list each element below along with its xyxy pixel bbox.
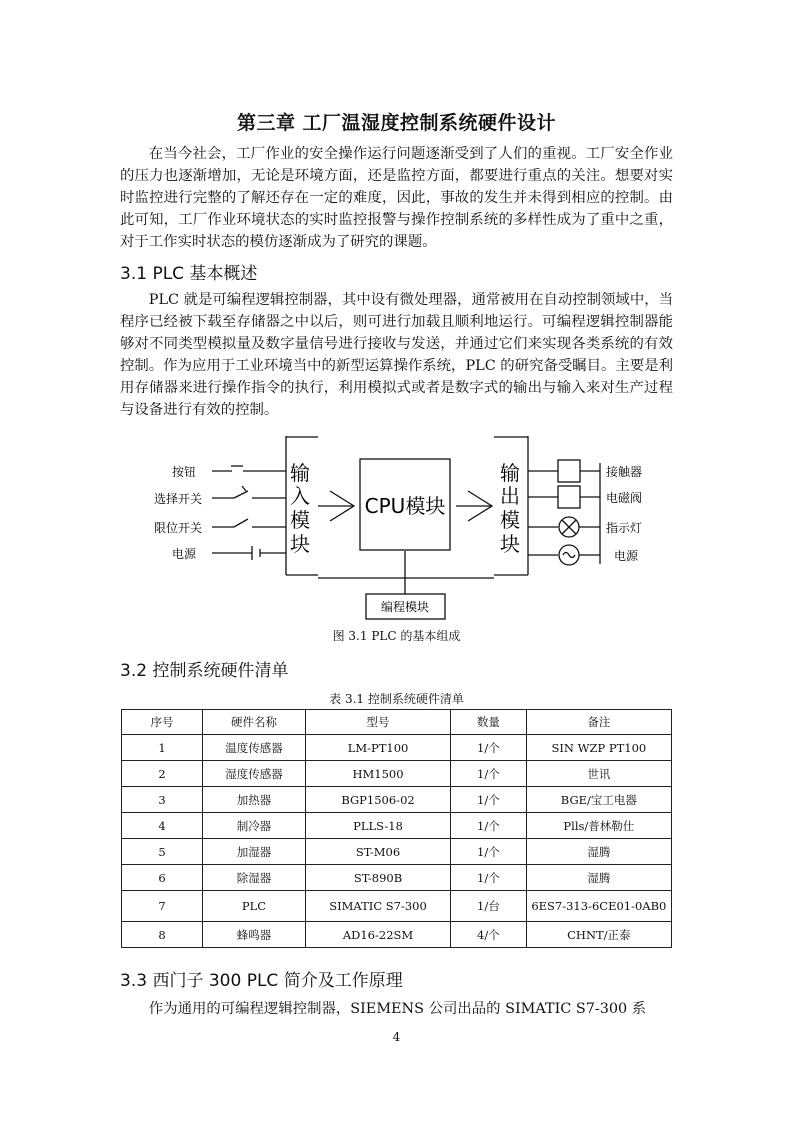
cell-name: 除湿器 [203,865,306,891]
cell-quantity: 1/个 [451,813,527,839]
output-label-indicator-lamp: 指示灯 [606,521,643,535]
section-3-1-paragraph: PLC 就是可编程逻辑控制器，其中设有微处理器，通常被用在自动控制领域中，当程序已经被下载至存储器之中以后，则可进行加载且顺利地运行。可编程逻辑控制器能够对不同类型模拟量及数字量信号进行接收与发送，并通过它们来实现各类系统的有效控制。作为应用于工业环境当中的新型运算操作系统，PLC 的研究备受瞩目。主要是利用存储器来进行操作指令的执行，利用模拟式或者是数字式的输出与输入来对生产过程与设备进行有效的控制。 [120,292,673,418]
plc-composition-diagram [0,430,793,625]
hardware-list-table [121,709,672,948]
cell-remark: SIN WZP PT100 [526,735,671,761]
cell-index: 8 [122,922,203,948]
figure-caption: 图 3.1 PLC 的基本组成 [332,629,461,643]
cell-remark: 6ES7-313-6CE01-0AB0 [526,891,671,922]
output-module-char-1: 输 [500,461,520,485]
cell-index: 1 [122,735,203,761]
table-row [122,891,672,922]
section-3-3-paragraph: 作为通用的可编程逻辑控制器，SIEMENS 公司出品的 SIMATIC S7-300 系 [148,1001,647,1017]
cell-name: 加湿器 [203,839,306,865]
table-row [122,922,672,948]
input-module-char-3: 模 [290,508,310,532]
input-module-char-1: 输 [290,461,310,485]
cell-remark: 湿腾 [526,839,671,865]
cell-index: 6 [122,865,203,891]
cell-quantity: 1/个 [451,735,527,761]
input-module-char-2: 入 [290,484,310,508]
header-name: 硬件名称 [203,710,306,735]
cell-remark: Plls/普林勒仕 [526,813,671,839]
table-row [122,865,672,891]
cell-remark: BGE/宝工电器 [526,787,671,813]
cell-index: 4 [122,813,203,839]
header-index: 序号 [122,710,203,735]
output-module-char-3: 模 [500,508,520,532]
cell-model: ST-M06 [306,839,451,865]
cell-model: BGP1506-02 [306,787,451,813]
cell-model: HM1500 [306,761,451,787]
input-label-button: 按钮 [172,465,197,479]
cell-quantity: 1/个 [451,865,527,891]
cell-index: 7 [122,891,203,922]
cell-model: SIMATIC S7-300 [306,891,451,922]
table-header-row [122,710,672,735]
input-label-power: 电源 [172,547,197,561]
programmer-module-label: 编程模块 [380,600,430,614]
cell-remark: 湿腾 [526,865,671,891]
output-label-power: 电源 [614,549,639,563]
table-row [122,787,672,813]
output-label-contactor: 接触器 [606,465,643,479]
cell-name: 湿度传感器 [203,761,306,787]
cell-quantity: 1/个 [451,787,527,813]
cell-name: 加热器 [203,787,306,813]
cell-remark: CHNT/正泰 [526,922,671,948]
input-label-select-switch: 选择开关 [154,492,203,506]
cell-index: 5 [122,839,203,865]
output-label-solenoid-valve: 电磁阀 [606,491,643,505]
cell-index: 3 [122,787,203,813]
cell-model: PLLS-18 [306,813,451,839]
header-remark: 备注 [526,710,671,735]
table-row [122,839,672,865]
page-number: 4 [392,1030,401,1044]
cell-name: 蜂鸣器 [203,922,306,948]
section-3-1-title: 3.1 PLC 基本概述 [120,264,258,284]
cell-quantity: 1/个 [451,761,527,787]
cell-quantity: 1/台 [451,891,527,922]
chapter-title: 第三章 工厂温湿度控制系统硬件设计 [236,112,557,134]
cell-model: LM-PT100 [306,735,451,761]
cell-name: 温度传感器 [203,735,306,761]
table-caption: 表 3.1 控制系统硬件清单 [329,692,464,706]
cell-remark: 世讯 [526,761,671,787]
output-module-char-4: 块 [500,532,520,556]
input-label-limit-switch: 限位开关 [154,521,203,535]
section-3-3-title: 3.3 西门子 300 PLC 简介及工作原理 [120,971,403,991]
cell-model: AD16-22SM [306,922,451,948]
table-row [122,735,672,761]
cpu-module-label: CPU模块 [364,494,446,518]
section-3-2-title: 3.2 控制系统硬件清单 [120,661,289,681]
table-row [122,761,672,787]
intro-paragraph: 在当今社会，工厂作业的安全操作运行问题逐渐受到了人们的重视。工厂安全作业的压力也逐渐增加，无论是环境方面，还是监控方面，都要进行重点的关注。想要对实时监控进行完整的了解还存在一定的难度，因此，事故的发生并未得到相应的控制。由此可知，工厂作业环境状态的实时监控报警与操作控制系统的多样性成为了重中之重，对于工作实时状态的模仿逐渐成为了研究的课题。 [120,146,673,250]
cell-name: 制冷器 [203,813,306,839]
header-model: 型号 [306,710,451,735]
header-quantity: 数量 [451,710,527,735]
table-row [122,813,672,839]
input-module-char-4: 块 [290,532,310,556]
cell-quantity: 1/个 [451,839,527,865]
output-module-char-2: 出 [500,484,520,508]
cell-index: 2 [122,761,203,787]
cell-quantity: 4/个 [451,922,527,948]
cell-model: ST-890B [306,865,451,891]
cell-name: PLC [203,891,306,922]
